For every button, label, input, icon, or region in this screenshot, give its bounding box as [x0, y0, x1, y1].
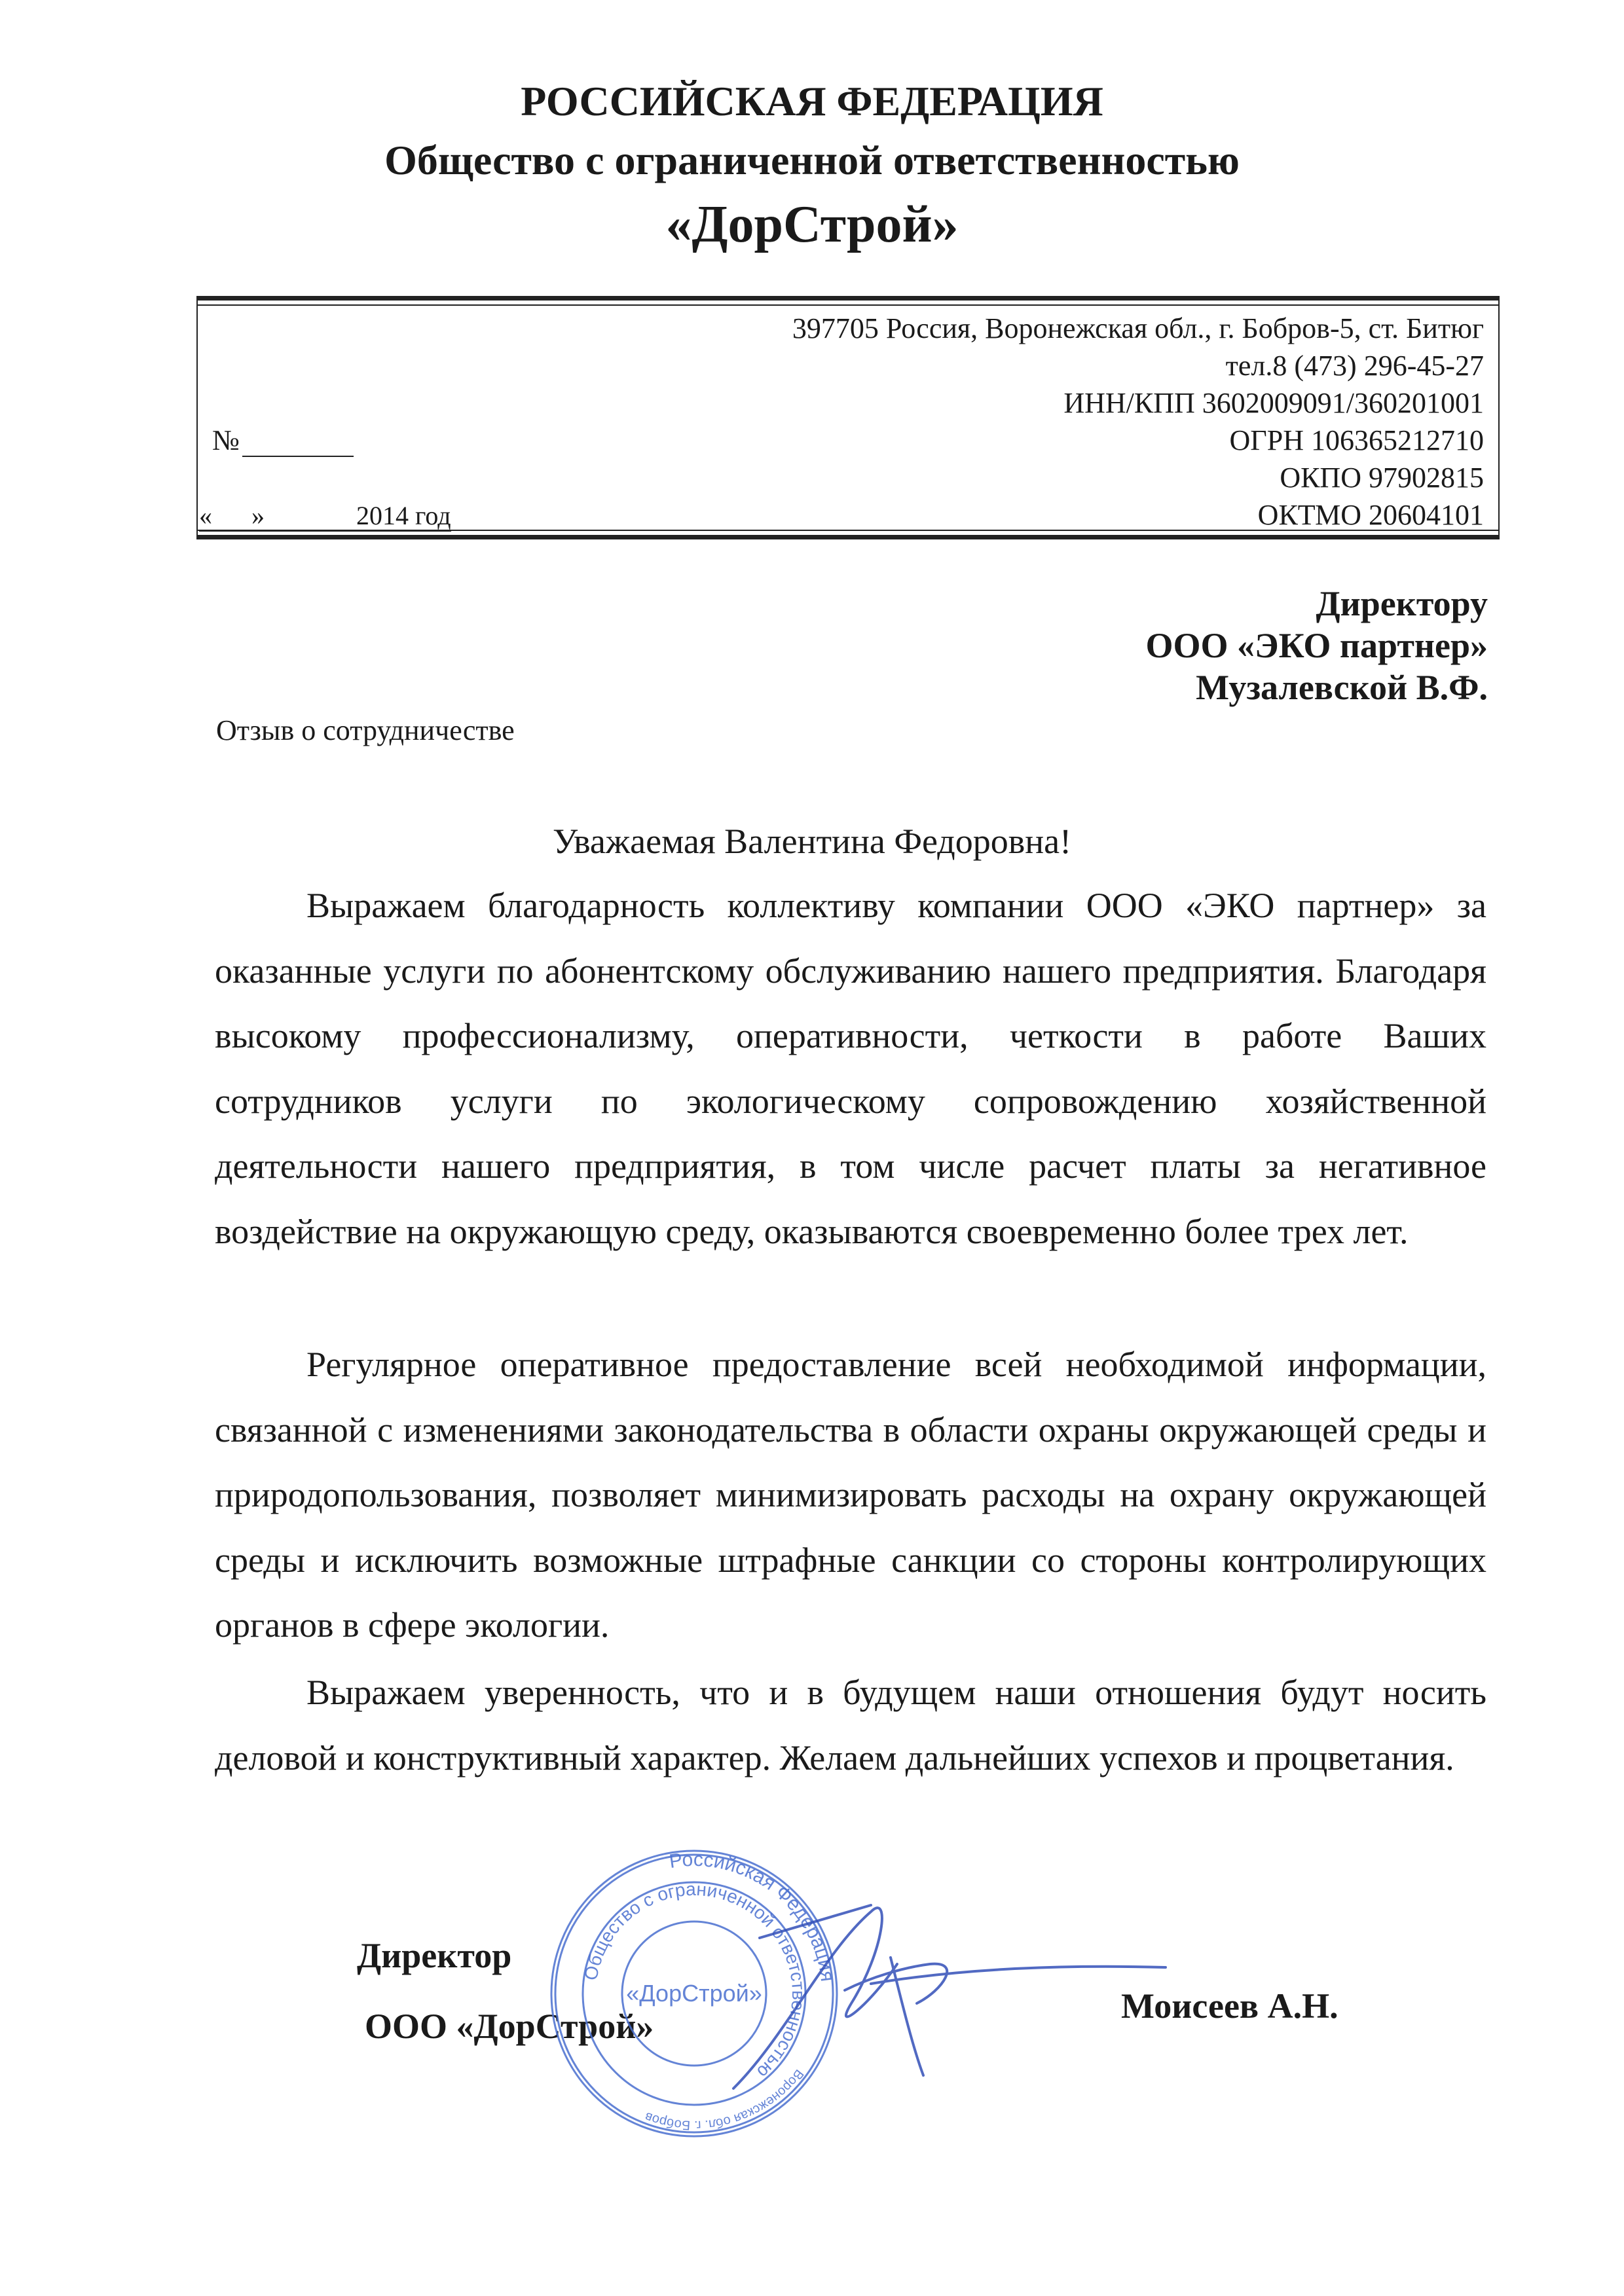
addressee-name: Музалевской В.Ф.	[1196, 668, 1488, 707]
requisite-ogrn: ОГРН 106365212710	[1229, 424, 1484, 456]
date-open-quote: «	[199, 501, 212, 530]
requisite-address: 397705 Россия, Воронежская обл., г. Бобров-5, ст. Битюг	[792, 312, 1484, 344]
stamp-center-text: «ДорСтрой»	[626, 1980, 762, 2007]
salutation: Уважаемая Валентина Федоровна!	[552, 822, 1072, 861]
header-legal-form: Общество с ограниченной ответственностью	[384, 137, 1240, 183]
stamp-bottom-text: Воронежская обл. г. Бобров	[642, 2066, 807, 2133]
requisites-box	[196, 296, 1500, 539]
outgoing-date-field	[199, 500, 451, 531]
date-day-blank	[199, 501, 356, 532]
addressee-block	[1145, 583, 1488, 708]
signatory-name: Моисеев А.Н.	[1121, 1986, 1338, 2026]
stamp-outer-text: Российская Федерация	[667, 1848, 839, 1983]
header-company-name: «ДорСтрой»	[665, 196, 959, 253]
requisite-inn-kpp: ИНН/КПП 3602009091/360201001	[1063, 387, 1484, 419]
letter-subject: Отзыв о сотрудничестве	[216, 714, 515, 746]
addressee-position: Директору	[1316, 584, 1488, 623]
number-label: №	[212, 424, 240, 456]
date-year: 2014 год	[356, 501, 451, 530]
signatory-title: Директор	[357, 1936, 512, 1975]
signatory-block	[357, 1920, 654, 2062]
handwritten-signature	[655, 1853, 1192, 2128]
body-paragraph-2: Регулярное оперативное предоставление всей необходимой информации, связанной с изменениями законодательства в области охраны окружающей среды и природопользования, позволяет минимизировать расходы на охрану окружающей среды и исключить возможные штрафные санкции со стороны контролирующих органов в сфере экологии.	[215, 1345, 1486, 1645]
body-paragraph-3: Выражаем уверенность, что и в будущем наши отношения будут носить деловой и конструктивный характер. Желаем дальнейших успехов и процветания.	[215, 1673, 1486, 1777]
stamp-ring-text: Общество с ограниченной ответственностью	[580, 1878, 809, 2083]
body-paragraph-1: Выражаем благодарность коллективу компании ООО «ЭКО партнер» за оказанные услуги по абонентскому обслуживанию нашего предприятия. Благодаря высокому профессионализму, оперативности, четкости в работе Ваших сотрудников услуги по экологическому сопровождению хозяйственной деятельности нашего предприятия, в том числе расчет платы за негативное воздействие на окружающую среду, оказываются своевременно более трех лет.	[215, 886, 1486, 1251]
requisites-list	[792, 310, 1484, 534]
requisite-okpo: ОКПО 97902815	[1280, 462, 1484, 494]
requisite-oktmo: ОКТМО 20604101	[1257, 499, 1484, 531]
number-blank-line	[242, 432, 354, 457]
requisite-phone: тел.8 (473) 296-45-27	[1225, 350, 1484, 382]
outgoing-number-field	[212, 424, 354, 457]
signatory-company: ООО «ДорСтрой»	[365, 2007, 654, 2046]
header-country: РОССИЙСКАЯ ФЕДЕРАЦИЯ	[521, 78, 1103, 124]
addressee-company: ООО «ЭКО партнер»	[1145, 626, 1488, 665]
date-close-quote: »	[251, 501, 265, 530]
